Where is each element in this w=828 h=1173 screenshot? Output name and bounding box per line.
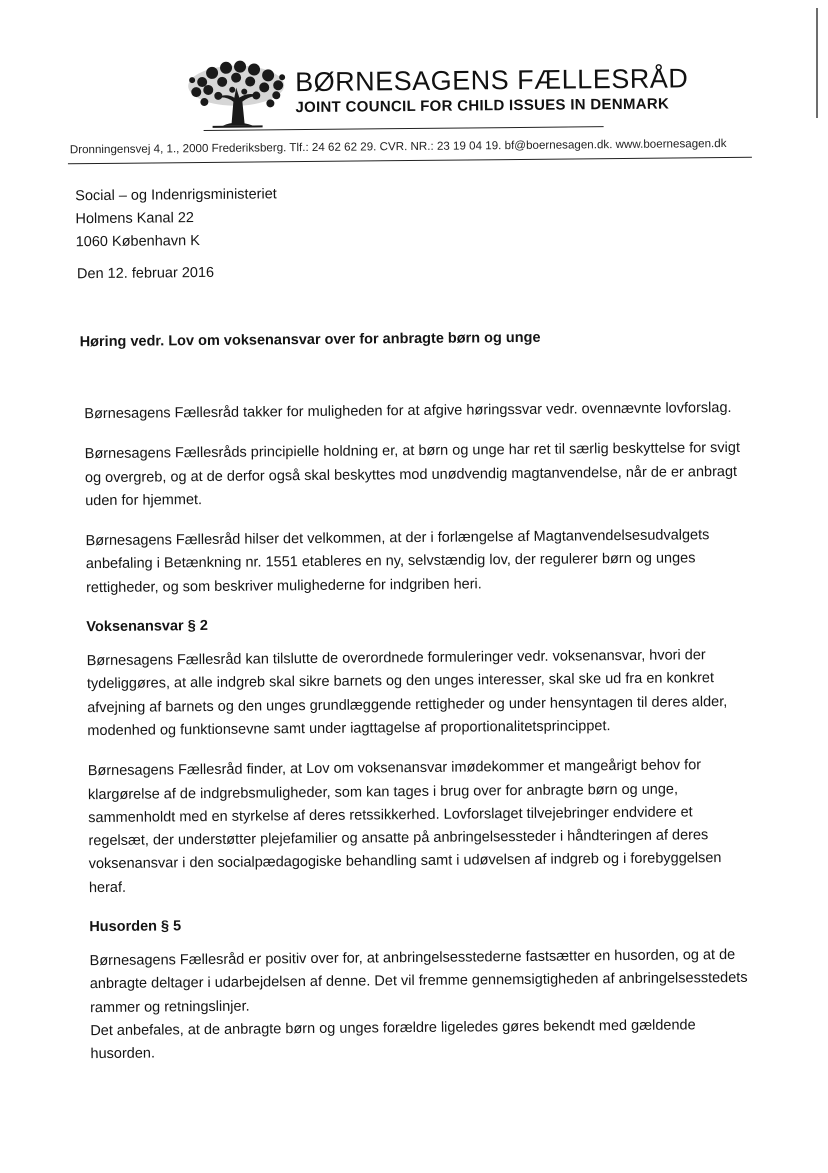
recipient-address [75, 183, 277, 254]
recipient-line: Holmens Kanal 22 [75, 210, 195, 228]
letter-date: Den 12. februar 2016 [76, 264, 215, 283]
letter-body [84, 397, 751, 1084]
paragraph: Børnesagens Fællesråd hilser det velkommen, at der i forlængelse af Magtanvendelsesudvalgets anbefaling i Betænkning nr. 1551 etableres en ny, selvstændig lov, der regulerer børn og unges rettigheder, og som beskriver mulighederne for indgriben heri. [85, 527, 710, 596]
tree-icon [182, 59, 291, 130]
paragraph: Børnesagens Fællesråd er positiv over for, at anbringelsesstederne fastsætter en husorden, og at de anbragte deltager i udarbejdelsen af denne. Det vil fremme gennemsigtigheden af anbringelsesstedets rammer og retningslinjer. [89, 946, 748, 1016]
recipient-line: 1060 København K [75, 233, 200, 251]
org-name: BØRNESAGENS FÆLLESRÅD [295, 63, 689, 98]
paragraph: Børnesagens Fællesråds principielle holdning er, at børn og unge har ret til særlig beskyttelse for svigt og overgreb, og at de derfor også skal beskyttes mod unødvendig magtanvendelse, når de er anbragt uden for hjemmet. [84, 440, 741, 510]
paragraph: Børnesagens Fællesråd takker for muligheden for at afgive høringssvar vedr. ovennævnte lovforslag. [84, 399, 732, 423]
letter-subject: Høring vedr. Lov om voksenansvar over for anbragte børn og unge [79, 329, 541, 351]
section-heading: Husorden § 5 [89, 918, 182, 936]
paragraph: Børnesagens Fællesråd kan tilslutte de overordnede formuleringer vedr. voksenansvar, hvori der tydeliggøres, at alle indgreb skal sikre barnets og den unges interesser, skal ske ud fra en konkret afvejning af barnets og den unges grundlæggende rettigheder og under hensyntagen til deres alder, modenhed og funktionsevne samt under iagttagelse af proportionalitetsprincippet. [86, 647, 728, 740]
paragraph: Børnesagens Fællesråd finder, at Lov om voksenansvar imødekommer et mangeårigt behov for klargørelse af de indgrebsmuligheder, som kan tages i brug over for anbragte børn og unge, sammenholdt med en styrkelse af deres retssikkerhed. Lovforslaget tilvejebringer endvidere et regelsæt, der understøtter plejefamilier og ansatte på anbringelsessteder i håndteringen af deres voksenansvar i den socialpædagogiske behandling samt i udøvelsen af indgreb og i forebyggelsen heraf. [87, 757, 722, 896]
section-heading: Voksenansvar § 2 [86, 618, 208, 636]
org-address: Dronningensvej 4, 1., 2000 Frederiksberg. Tlf.: 24 62 62 29. CVR. NR.: 23 19 04 19. bf@boernesagen.dk. www.boernesagen.dk [69, 136, 727, 157]
paragraph: Det anbefales, at de anbragte børn og unges forældre ligeledes gøres bekendt med gældende husorden. [90, 1017, 696, 1063]
header-rule [68, 157, 752, 165]
org-subtitle: JOINT COUNCIL FOR CHILD ISSUES IN DENMARK [295, 95, 670, 117]
recipient-line: Social – og Indenrigsministeriet [75, 186, 277, 205]
